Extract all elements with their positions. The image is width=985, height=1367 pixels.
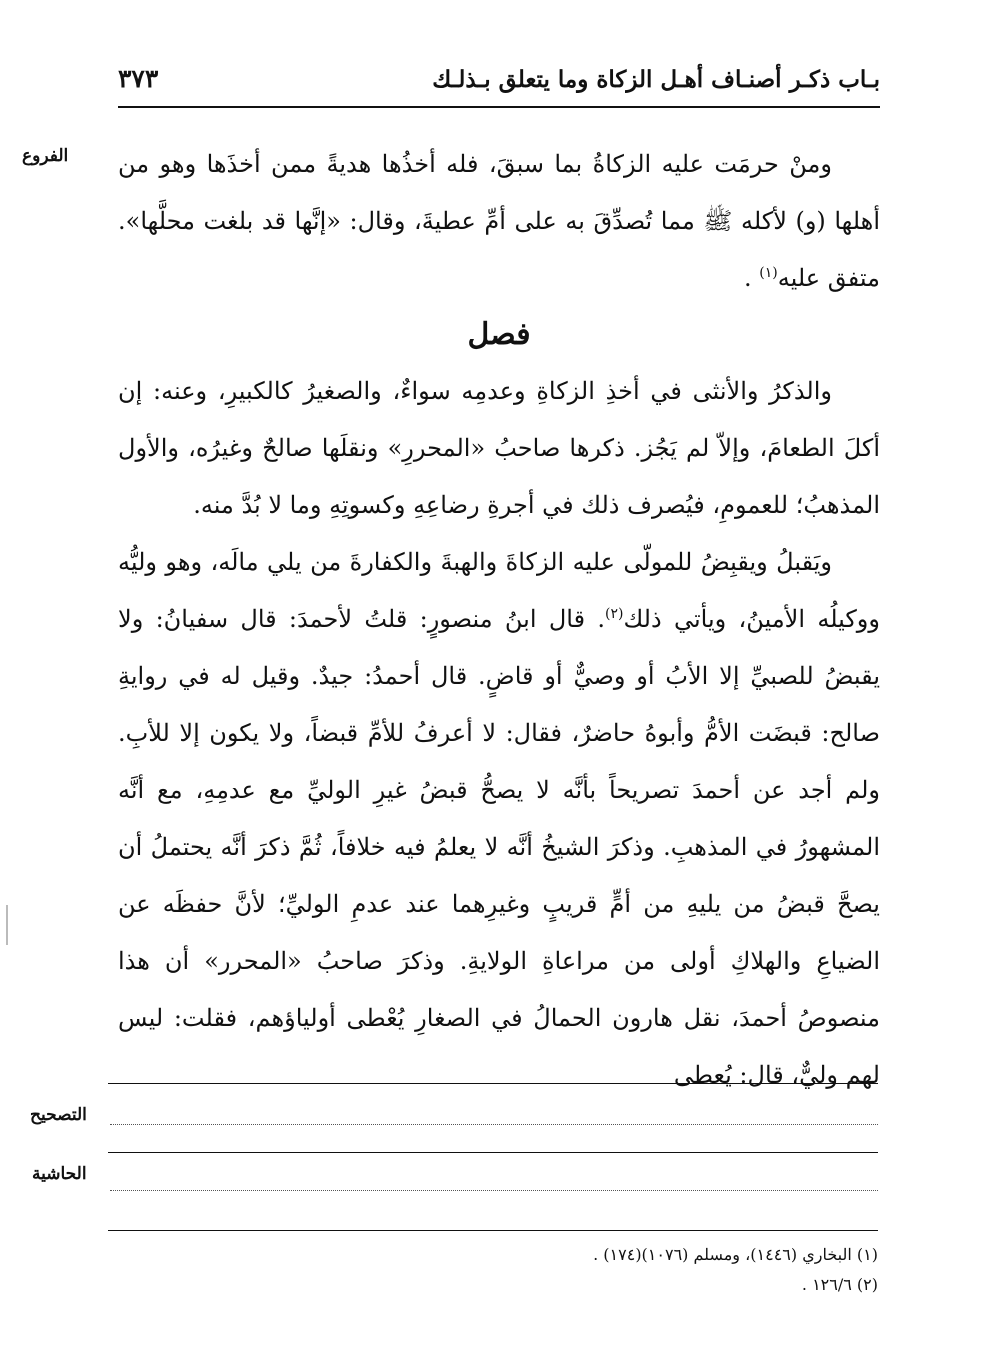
paragraph-3-text-a: ويَقبلُ ويقبِضُ للمولّى عليه الزكاةَ والهبةَ والكفارةَ من يلي مالَه، وهو وليُّه ووكيلُه الأمينُ، ويأتي ذلك [118, 548, 880, 633]
chapter-title: بـاب ذكـر أصنـاف أهـل الزكاة وما يتعلق بـذلـك [432, 66, 880, 93]
page-number: ٣٧٣ [118, 64, 159, 93]
footnote-separator-top [108, 1083, 878, 1084]
paragraph-3-text-b: . قال ابنُ منصورٍ: قلتُ لأحمدَ: قال سفيانُ: ولا يقبضُ للصبيِّ إلا الأبُ أو وصيٌّ أو قاضٍ. قال أحمدُ: جيدٌ. وقيل له في روايةِ صالح: قبضَت الأمُّ وأبوهُ حاضرٌ، فقال: لا أعرفُ للأمِّ قبضاً، ولا يكون إلا للأبِ. ولم أجد عن أحمدَ تصريحاً بأنَّه لا يصحُّ قبضُ غيرِ الوليِّ مع عدمِهِ، مع أنَّه المشهورُ في المذهبِ. وذكرَ الشيخُ أنَّه لا يعلمُ فيه خلافاً، ثُمَّ ذكرَ أنَّه يحتملُ أن يصحَّ قبضُ من يليهِ من أمٍّ قريبٍ وغيرِهما عند عدمِ الوليِّ؛ لأنَّ حفظَه عن الضياعِ والهلاكِ أولى من مراعاةِ الولايةِ. وذكرَ صاحبُ «المحرر» أن هذا منصوصُ أحمدَ، نقل هارون الحمالُ في الصغارِ يُعْطى أولياؤهم، فقلت: ليس لهم وليٌّ، قال: يُعطى [118, 605, 880, 1089]
paragraph-1 [118, 136, 880, 307]
paragraph-2: والذكرُ والأنثى في أخذِ الزكاةِ وعدمِه سواءٌ، والصغيرُ كالكبيرِ، وعنه: إن أكلَ الطعامَ، وإلاّ لم يَجُز. ذكرها صاحبُ «المحررِ» ونقلَها صالحٌ وغيرُه، والأول المذهبُ؛ للعمومِ، فيُصرف ذلك في أجرةِ رضاعِهِ وكسوتِهِ وما لا بُدَّ منه. [118, 377, 881, 519]
footnote-ref-2[interactable]: (٢) [604, 606, 624, 622]
margin-note-dotted-line [110, 1190, 878, 1191]
correction-dotted-line [110, 1124, 878, 1125]
correction-separator [108, 1152, 878, 1153]
running-header [118, 60, 880, 108]
footnote-ref-1[interactable]: (١) [759, 265, 778, 281]
footnote-2: (٢) ١٢٦/٦ . [801, 1275, 878, 1294]
main-text [118, 136, 880, 1104]
paragraph-3 [118, 534, 880, 1104]
paragraph-1-end: . [744, 264, 760, 292]
margin-note-label: الحاشية [32, 1164, 87, 1184]
correction-label: التصحيح [30, 1105, 87, 1125]
footnote-separator-bottom [108, 1230, 878, 1231]
side-note-branch: الفروع [22, 146, 69, 166]
footnotes [400, 1240, 878, 1300]
section-heading: فصل [467, 317, 531, 352]
scan-margin-mark [6, 905, 8, 945]
footnote-1: (١) البخاري (١٤٤٦)، ومسلم (١٠٧٦)(١٧٤) . [593, 1245, 878, 1264]
paragraph-1-text: ومنْ حرمَت عليه الزكاةُ بما سبقَ، فله أخذُها هديةً ممن أخذَها وهو من أهلها (و) لأكله ﷺ مما تُصدِّقَ به على أمِّ عطيةَ، وقال: «إنَّها قد بلغت محلَّها». متفق عليه [118, 150, 880, 292]
